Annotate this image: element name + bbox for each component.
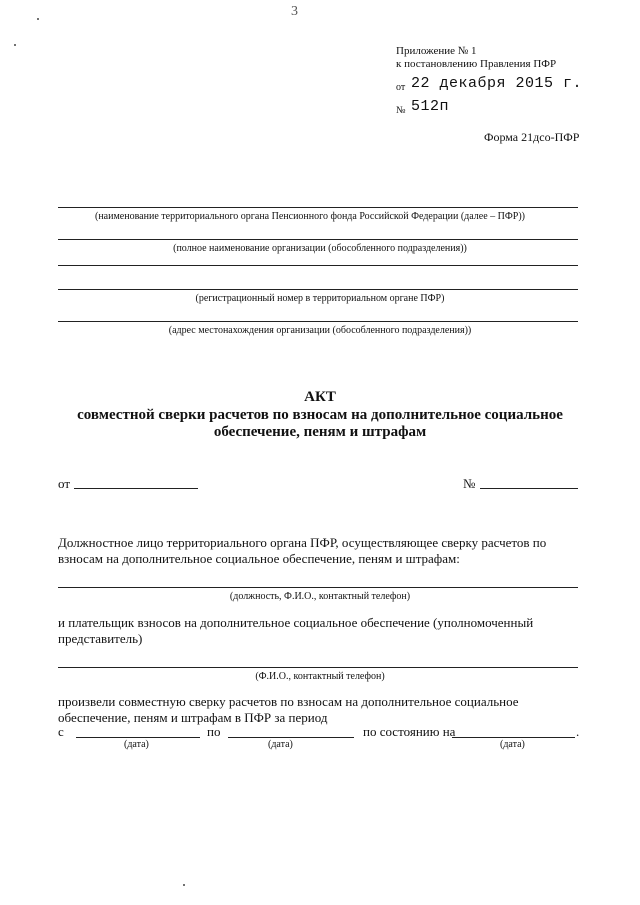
period-to-line: [228, 737, 354, 738]
appendix-number-prefix: №: [396, 105, 406, 116]
page-number: 3: [291, 4, 298, 19]
field-line-reg-number: [58, 289, 578, 290]
payer-text-line-1: и плательщик взносов на дополнительное социальное обеспечение (уполномоченный: [58, 615, 534, 630]
period-text-line-1: произвели совместную сверку расчетов по взносам на дополнительное социальное: [58, 694, 519, 709]
field-caption-address: (адрес местонахождения организации (обособленного подразделения)): [168, 325, 472, 336]
field-line-blank: [58, 265, 578, 266]
period-to-label: по: [207, 724, 221, 739]
field-line-org-name: [58, 239, 578, 240]
period-end-punct: .: [576, 724, 580, 739]
scan-speck: [183, 884, 185, 886]
act-number-line: [480, 488, 578, 489]
field-caption-pfr-body: (наименование территориального органа Пенсионного фонда Российской Федерации (далее – ПФР)): [95, 211, 525, 222]
act-subtitle-line-2: обеспечение, пеням и штрафам: [213, 424, 427, 440]
payer-caption: (Ф.И.О., контактный телефон): [255, 671, 385, 682]
act-date-line: [74, 488, 198, 489]
field-caption-org-name: (полное наименование организации (обособленного подразделения)): [173, 243, 467, 254]
official-caption: (должность, Ф.И.О., контактный телефон): [229, 591, 411, 602]
official-text-line-1: Должностное лицо территориального органа ПФР, осуществляющее сверку расчетов по: [58, 535, 547, 550]
official-text-line-2: взносам на дополнительное социальное обеспечение, пеням и штрафам:: [58, 551, 460, 566]
act-subtitle-line-1: совместной сверки расчетов по взносам на дополнительное социальное: [77, 407, 563, 423]
period-from-line: [76, 737, 200, 738]
act-title: АКТ: [304, 389, 336, 405]
field-line-address: [58, 321, 578, 322]
appendix-line-1: Приложение № 1: [396, 45, 477, 57]
period-state-line: [452, 737, 575, 738]
period-state-label: по состоянию на: [363, 724, 456, 739]
field-caption-reg-number: (регистрационный номер в территориальном органе ПФР): [195, 293, 445, 304]
period-state-caption: (дата): [500, 739, 525, 750]
period-text-line-2: обеспечение, пеням и штрафам в ПФР за период: [58, 710, 328, 725]
appendix-number-value: 512п: [411, 98, 450, 115]
official-line: [58, 587, 578, 588]
scan-speck: [37, 18, 39, 20]
payer-line: [58, 667, 578, 668]
act-date-label: от: [58, 476, 71, 491]
period-from-label: с: [58, 724, 64, 739]
period-to-caption: (дата): [268, 739, 293, 750]
act-number-label: №: [463, 476, 476, 491]
payer-text-line-2: представитель): [58, 631, 143, 646]
period-from-caption: (дата): [124, 739, 149, 750]
appendix-line-2: к постановлению Правления ПФР: [396, 58, 557, 70]
scan-speck: [14, 44, 16, 46]
appendix-date-prefix: от: [396, 82, 406, 93]
form-code: Форма 21дсо-ПФР: [484, 130, 580, 144]
field-line-pfr-body: [58, 207, 578, 208]
appendix-date-value: 22 декабря 2015 г.: [411, 75, 583, 92]
